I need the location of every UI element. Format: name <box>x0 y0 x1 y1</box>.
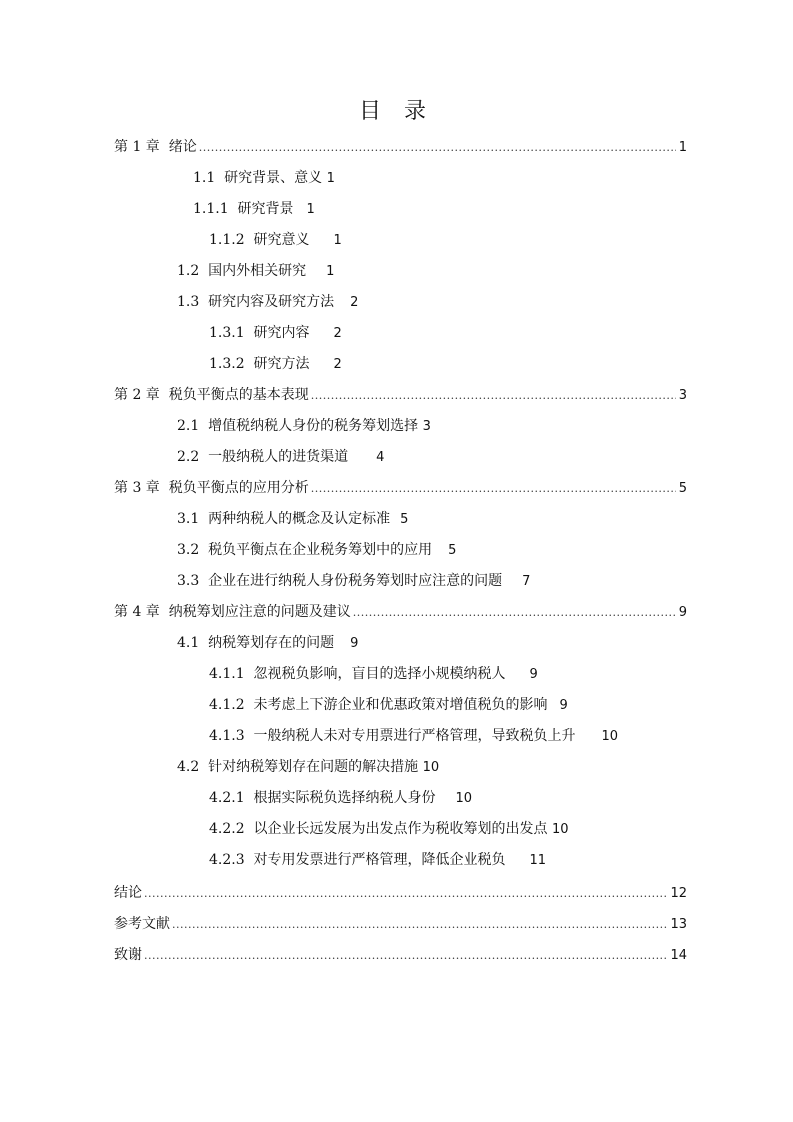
toc-entry-1-3-2[interactable] <box>209 352 342 376</box>
toc-number: 4.2.1 <box>209 790 245 806</box>
toc-number: 2.2 <box>177 449 200 465</box>
toc-entry-acknowledgements[interactable] <box>114 943 687 967</box>
toc-entry-4-2-3[interactable] <box>209 848 546 872</box>
toc-number: 4.1 <box>177 635 200 651</box>
toc-text: 企业在进行纳税人身份税务筹划时应注意的问题 <box>208 573 503 589</box>
toc-text: 纳税筹划应注意的问题及建议 <box>168 604 351 620</box>
dot-leader <box>311 477 676 501</box>
toc-text: 参考文献 <box>114 916 170 932</box>
toc-page: 7 <box>522 574 531 589</box>
toc-text: 税负平衡点的基本表现 <box>168 387 309 403</box>
toc-page: 9 <box>678 605 687 620</box>
toc-entry-3-1[interactable] <box>177 507 408 531</box>
toc-entry-2-1[interactable] <box>177 414 431 438</box>
toc-entry-4-1-2[interactable] <box>209 693 568 717</box>
toc-page: 11 <box>529 853 547 868</box>
toc-number: 4.1.1 <box>209 666 245 682</box>
toc-page: 1 <box>326 171 335 186</box>
toc-text: 国内外相关研究 <box>208 263 307 279</box>
dot-leader <box>353 601 676 625</box>
toc-entry-2-2[interactable] <box>177 445 384 469</box>
toc-page: 12 <box>670 886 687 901</box>
toc-entry-4-1-3[interactable] <box>209 724 618 748</box>
toc-entry-4-2[interactable] <box>177 755 439 779</box>
toc-page: 4 <box>376 450 385 465</box>
toc-number: 1.1 <box>193 170 216 186</box>
toc-number: 第 3 章 <box>114 480 160 496</box>
toc-text: 以企业长远发展为出发点作为税收筹划的出发点 <box>253 821 548 837</box>
toc-text: 对专用发票进行严格管理，降低企业税负 <box>253 852 506 868</box>
toc-number: 1.3 <box>177 294 200 310</box>
toc-text: 一般纳税人的进货渠道 <box>208 449 349 465</box>
toc-entry-chapter-4[interactable] <box>114 600 687 624</box>
toc-text: 税负平衡点在企业税务筹划中的应用 <box>208 542 433 558</box>
toc-page: 3 <box>422 419 431 434</box>
toc-page: 1 <box>306 202 315 217</box>
toc-page: 10 <box>455 791 473 806</box>
toc-entry-chapter-3[interactable] <box>114 476 687 500</box>
dot-leader <box>172 913 667 937</box>
toc-text: 研究方法 <box>253 356 310 372</box>
toc-number: 3.3 <box>177 573 200 589</box>
toc-number: 1.1.1 <box>193 201 229 217</box>
toc-page: 9 <box>350 636 359 651</box>
toc-page: 9 <box>529 667 538 682</box>
toc-page: 2 <box>350 295 359 310</box>
toc-page: 10 <box>422 760 440 775</box>
toc-number: 1.3.2 <box>209 356 245 372</box>
toc-number: 3.2 <box>177 542 200 558</box>
toc-entry-4-2-1[interactable] <box>209 786 472 810</box>
toc-number: 4.1.3 <box>209 728 245 744</box>
toc-number: 第 4 章 <box>114 604 160 620</box>
toc-page: 5 <box>400 512 409 527</box>
toc-number: 1.3.1 <box>209 325 245 341</box>
toc-text: 研究意义 <box>253 232 310 248</box>
toc-text: 结论 <box>114 885 142 901</box>
toc-page: 2 <box>333 326 342 341</box>
toc-page: 1 <box>333 233 342 248</box>
toc-entry-4-2-2[interactable] <box>209 817 569 841</box>
toc-page: 5 <box>678 481 687 496</box>
toc-page: 1 <box>326 264 335 279</box>
toc-page: 5 <box>448 543 457 558</box>
toc-entry-chapter-1[interactable] <box>114 135 687 159</box>
toc-page: 3 <box>678 388 687 403</box>
toc-page: 10 <box>601 729 619 744</box>
toc-number: 4.2 <box>177 759 200 775</box>
toc-entry-3-3[interactable] <box>177 569 530 593</box>
toc-entry-1-1-2[interactable] <box>209 228 342 252</box>
toc-page: 14 <box>670 948 687 963</box>
toc-text: 忽视税负影响，盲目的选择小规模纳税人 <box>253 666 506 682</box>
toc-text: 根据实际税负选择纳税人身份 <box>253 790 436 806</box>
toc-number: 4.2.3 <box>209 852 245 868</box>
toc-number: 2.1 <box>177 418 200 434</box>
toc-entry-1-1[interactable] <box>193 166 335 190</box>
toc-text: 未考虑上下游企业和优惠政策对增值税负的影响 <box>253 697 548 713</box>
toc-page: 9 <box>559 698 568 713</box>
toc-text: 纳税筹划存在的问题 <box>208 635 335 651</box>
toc-number: 4.2.2 <box>209 821 245 837</box>
toc-page: 1 <box>678 140 687 155</box>
toc-page: 10 <box>551 822 569 837</box>
dot-leader <box>144 882 667 906</box>
toc-entry-1-3-1[interactable] <box>209 321 342 345</box>
toc-entry-conclusion[interactable] <box>114 881 687 905</box>
toc-text: 研究内容 <box>253 325 310 341</box>
toc-text: 研究背景 <box>237 201 294 217</box>
toc-text: 针对纳税筹划存在问题的解决措施 <box>208 759 419 775</box>
toc-number: 4.1.2 <box>209 697 245 713</box>
dot-leader <box>311 384 676 408</box>
toc-entry-1-1-1[interactable] <box>193 197 315 221</box>
toc-number: 3.1 <box>177 511 200 527</box>
toc-entry-4-1-1[interactable] <box>209 662 538 686</box>
toc-page: 2 <box>333 357 342 372</box>
toc-entry-chapter-2[interactable] <box>114 383 687 407</box>
toc-entry-references[interactable] <box>114 912 687 936</box>
toc-entry-4-1[interactable] <box>177 631 358 655</box>
toc-text: 增值税纳税人身份的税务筹划选择 <box>208 418 419 434</box>
toc-title: 目 录 <box>359 99 434 124</box>
toc-text: 研究背景、意义 <box>224 170 323 186</box>
toc-entry-1-2[interactable] <box>177 259 334 283</box>
toc-number: 1.1.2 <box>209 232 245 248</box>
toc-entry-3-2[interactable] <box>177 538 456 562</box>
toc-text: 研究内容及研究方法 <box>208 294 335 310</box>
dot-leader <box>199 136 676 160</box>
toc-text: 两种纳税人的概念及认定标准 <box>208 511 391 527</box>
dot-leader <box>144 944 667 968</box>
toc-text: 致谢 <box>114 947 142 963</box>
toc-number: 第 2 章 <box>114 387 160 403</box>
toc-page: 13 <box>670 917 687 932</box>
toc-number: 1.2 <box>177 263 200 279</box>
toc-text: 绪论 <box>168 139 197 155</box>
toc-text: 税负平衡点的应用分析 <box>168 480 309 496</box>
toc-number: 第 1 章 <box>114 139 160 155</box>
toc-text: 一般纳税人未对专用票进行严格管理，导致税负上升 <box>253 728 576 744</box>
toc-entry-1-3[interactable] <box>177 290 358 314</box>
